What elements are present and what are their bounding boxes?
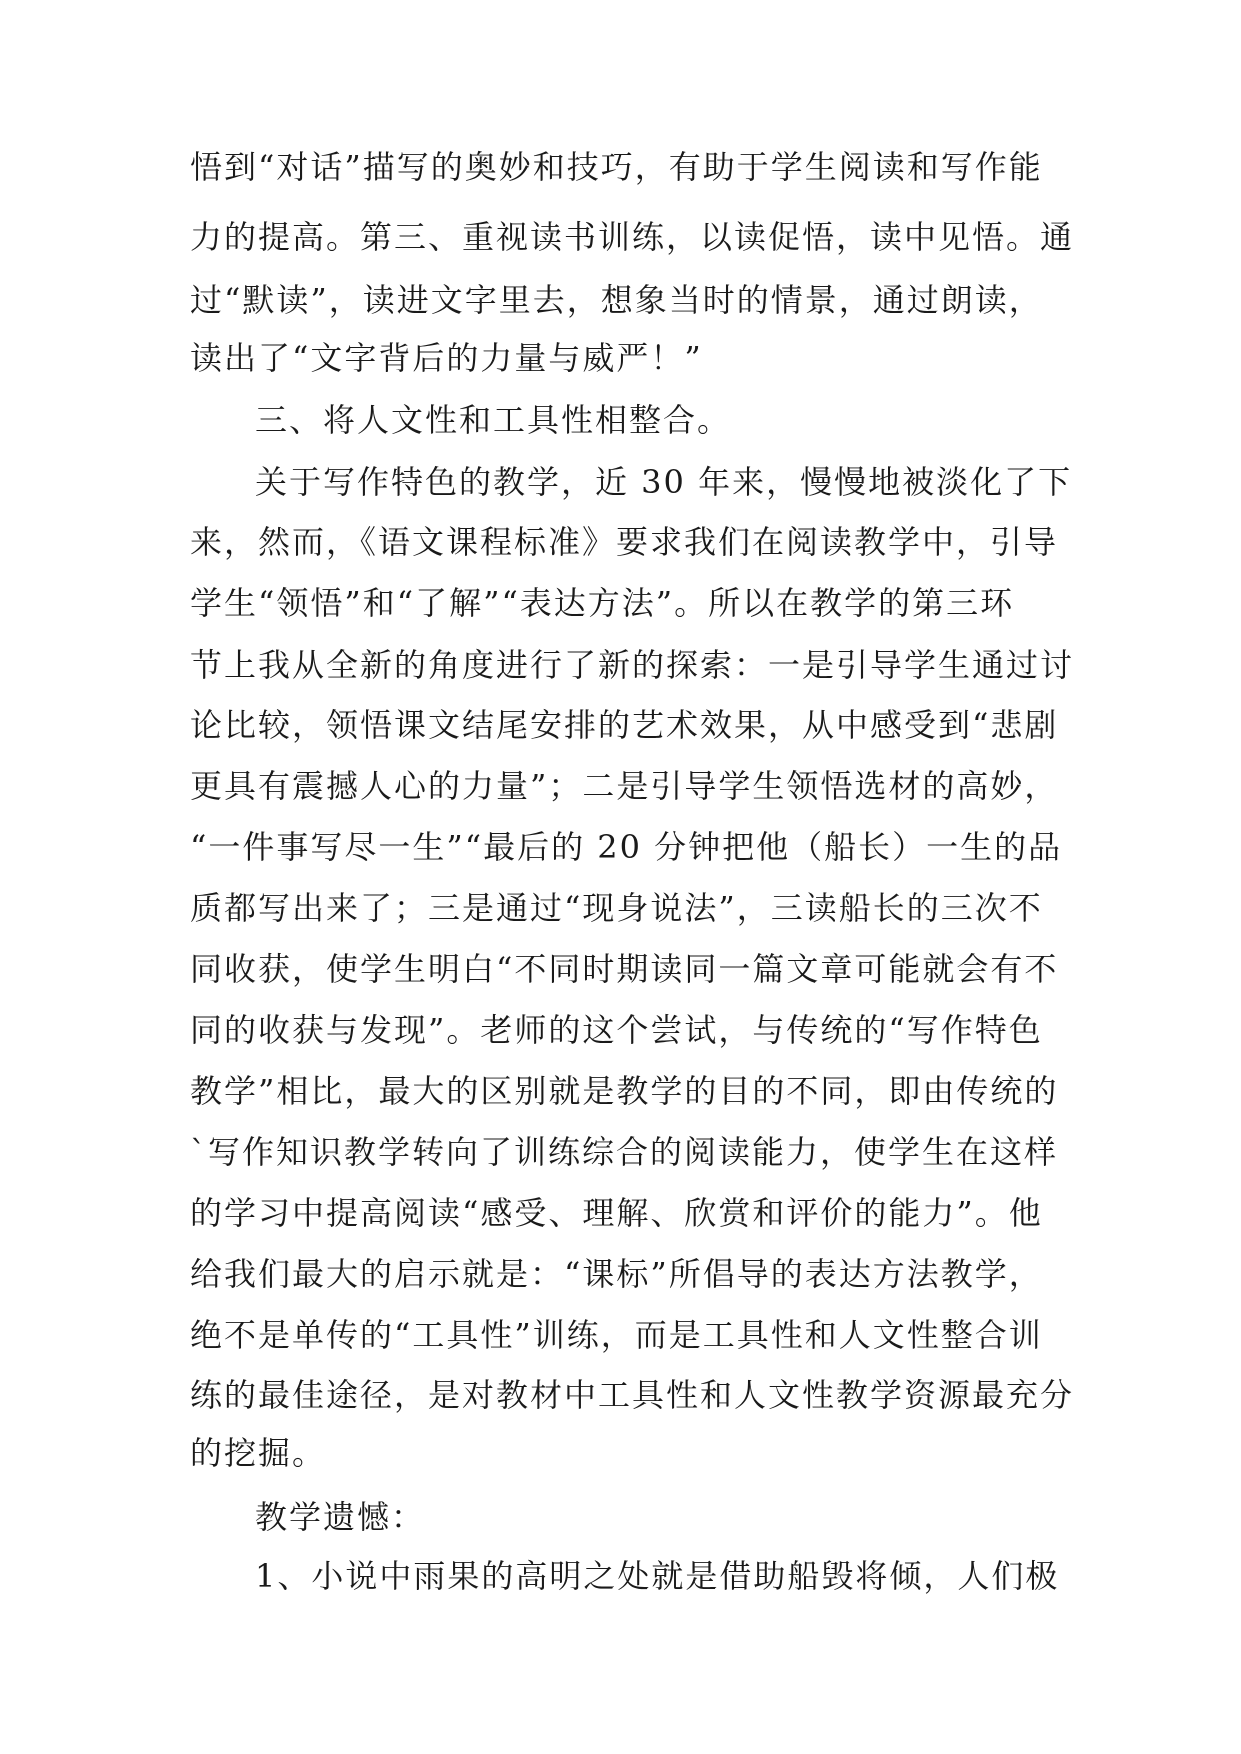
text-line: 力的提高。第三、重视读书训练，以读促悟，读中见悟。通 xyxy=(190,218,1075,256)
text-line: 学生“领悟”和“了解”“表达方法”。所以在教学的第三环 xyxy=(190,584,1015,622)
text-line: 关于写作特色的教学，近 30 年来，慢慢地被淡化了下 xyxy=(255,463,1073,501)
text-line: 练的最佳途径，是对教材中工具性和人文性教学资源最充分 xyxy=(190,1376,1075,1414)
text-line: 的学习中提高阅读“感受、理解、欣赏和评价的能力”。他 xyxy=(190,1194,1043,1232)
text-line: 节上我从全新的角度进行了新的探索：一是引导学生通过讨 xyxy=(190,646,1075,684)
text-line: “一件事写尽一生”“最后的 20 分钟把他（船长）一生的品 xyxy=(190,828,1063,866)
text-line: 同收获，使学生明白“不同时期读同一篇文章可能就会有不 xyxy=(190,950,1059,988)
text-line: 论比较，领悟课文结尾安排的艺术效果，从中感受到“悲剧 xyxy=(190,706,1059,744)
text-line: 悟到“对话”描写的奥妙和技巧，有助于学生阅读和写作能 xyxy=(190,148,1043,186)
text-line: 同的收获与发现”。老师的这个尝试，与传统的“写作特色 xyxy=(190,1011,1043,1049)
text-line: 过“默读”，读进文字里去，想象当时的情景，通过朗读， xyxy=(190,281,1043,319)
text-line: 读出了“文字背后的力量与威严！” xyxy=(190,339,703,377)
text-line: 1、小说中雨果的高明之处就是借助船毁将倾，人们极 xyxy=(255,1557,1060,1595)
text-line: 更具有震撼人心的力量”；二是引导学生领悟选材的高妙， xyxy=(190,767,1059,805)
text-line: 来，然而，《语文课程标准》要求我们在阅读教学中，引导 xyxy=(190,523,1059,561)
text-line: 质都写出来了；三是通过“现身说法”，三读船长的三次不 xyxy=(190,889,1043,927)
text-line: 绝不是单传的“工具性”训练，而是工具性和人文性整合训 xyxy=(190,1316,1043,1354)
section-heading: 三、将人文性和工具性相整合。 xyxy=(255,401,732,439)
text-line: `写作知识教学转向了训练综合的阅读能力，使学生在这样 xyxy=(190,1133,1059,1171)
text-line: 教学”相比，最大的区别就是教学的目的不同，即由传统的 xyxy=(190,1072,1059,1110)
text-line: 给我们最大的启示就是：“课标”所倡导的表达方法教学， xyxy=(190,1255,1043,1293)
text-line: 的挖掘。 xyxy=(190,1434,327,1472)
section-heading: 教学遗憾： xyxy=(255,1498,426,1536)
